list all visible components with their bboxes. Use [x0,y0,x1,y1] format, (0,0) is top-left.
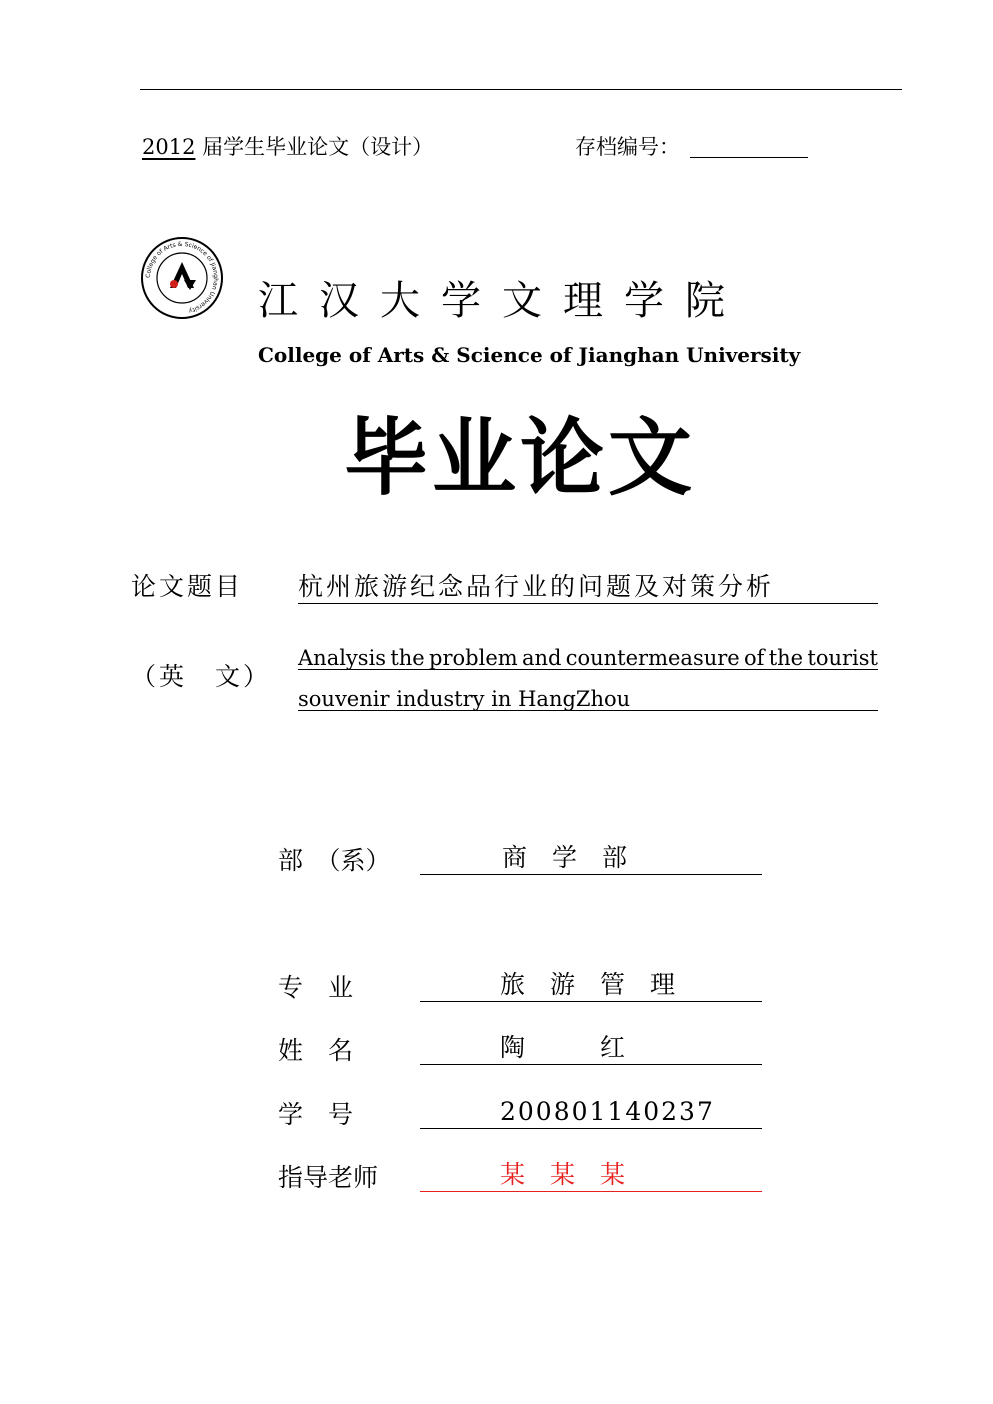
student-id-label: 学 号 [278,1100,354,1129]
school-name-cn: 江汉大学文理学院 [258,278,746,324]
department-label: 部 （系） [278,846,391,875]
top-rule [140,89,902,90]
document-title: 毕业论文 [344,408,697,507]
english-title-label: （英 文） [131,662,272,691]
header-year: 2012 [142,135,196,159]
thesis-title-en-line1: Analysis the problem and countermeasure of the tourist [298,643,878,670]
advisor-field[interactable]: 某 某 某 [420,1158,762,1192]
school-name-en: College of Arts & Science of Jianghan University [258,343,801,367]
archive-number-field[interactable] [690,157,808,158]
name-field[interactable]: 陶 红 [420,1031,762,1065]
thesis-title-cn[interactable]: 杭州旅游纪念品行业的问题及对策分析 [298,570,878,604]
school-seal-logo [140,236,224,320]
title-label: 论文题目 [131,572,244,601]
name-label: 姓 名 [278,1036,354,1065]
major-field[interactable]: 旅 游 管 理 [420,968,762,1002]
thesis-title-en-line2: souvenir industry in HangZhou [298,684,878,711]
department-field[interactable]: 商 学 部 [420,841,762,875]
major-label: 专 业 [278,973,354,1002]
advisor-label: 指导老师 [278,1163,379,1192]
header-archive-label: 存档编号： [575,135,680,159]
svg-text:College of Arts & Science of J: College of Arts & Science of Jianghan University [144,240,220,315]
student-id-field[interactable]: 200801140237 [420,1095,762,1129]
header-thesis-label: 届学生毕业论文（设计） [202,135,434,159]
header-thesis [142,132,433,162]
thesis-title-en[interactable] [298,643,878,711]
